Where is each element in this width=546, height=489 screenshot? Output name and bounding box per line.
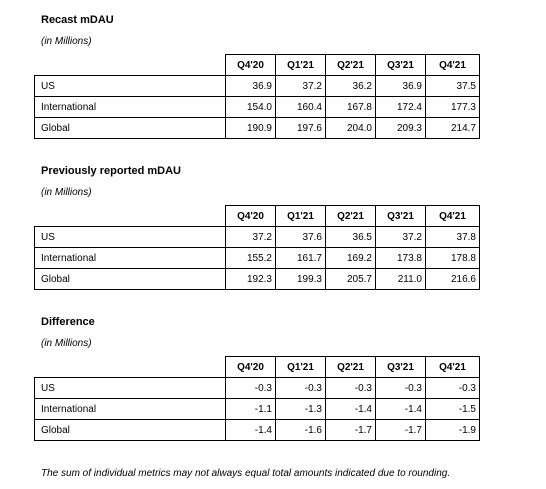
row-label: Global xyxy=(35,269,226,290)
cell-value: 178.8 xyxy=(426,248,480,269)
header-quarter: Q3'21 xyxy=(376,357,426,378)
header-quarter: Q1'21 xyxy=(276,55,326,76)
cell-value: 36.5 xyxy=(326,227,376,248)
table-row xyxy=(35,399,480,420)
cell-value: 190.9 xyxy=(226,118,276,139)
header-quarter: Q3'21 xyxy=(376,55,426,76)
cell-value: 154.0 xyxy=(226,97,276,118)
cell-value: -1.4 xyxy=(376,399,426,420)
section-subtitle-previous: (in Millions) xyxy=(41,187,92,198)
row-label: International xyxy=(35,248,226,269)
row-label: Global xyxy=(35,420,226,441)
cell-value: 197.6 xyxy=(276,118,326,139)
cell-value: -1.4 xyxy=(326,399,376,420)
cell-value: 199.3 xyxy=(276,269,326,290)
section-title-previous: Previously reported mDAU xyxy=(41,165,181,177)
section-title-recast: Recast mDAU xyxy=(41,14,114,26)
cell-value: 37.6 xyxy=(276,227,326,248)
cell-value: 192.3 xyxy=(226,269,276,290)
recast-mdau-table xyxy=(34,54,480,139)
cell-value: 36.9 xyxy=(226,76,276,97)
table-row xyxy=(35,420,480,441)
cell-value: -0.3 xyxy=(426,378,480,399)
header-quarter: Q4'21 xyxy=(426,55,480,76)
header-blank-cell xyxy=(35,55,226,76)
cell-value: 160.4 xyxy=(276,97,326,118)
cell-value: 37.2 xyxy=(376,227,426,248)
header-quarter: Q2'21 xyxy=(326,357,376,378)
cell-value: -1.9 xyxy=(426,420,480,441)
header-blank-cell xyxy=(35,206,226,227)
previous-mdau-table xyxy=(34,205,480,290)
cell-value: 37.2 xyxy=(276,76,326,97)
cell-value: 37.5 xyxy=(426,76,480,97)
section-title-difference: Difference xyxy=(41,316,95,328)
header-quarter: Q2'21 xyxy=(326,206,376,227)
cell-value: 36.2 xyxy=(326,76,376,97)
cell-value: 204.0 xyxy=(326,118,376,139)
cell-value: -1.7 xyxy=(326,420,376,441)
cell-value: -0.3 xyxy=(226,378,276,399)
cell-value: 161.7 xyxy=(276,248,326,269)
row-label: Global xyxy=(35,118,226,139)
header-quarter: Q4'20 xyxy=(226,206,276,227)
cell-value: 209.3 xyxy=(376,118,426,139)
cell-value: -0.3 xyxy=(376,378,426,399)
table-row xyxy=(35,227,480,248)
row-label: US xyxy=(35,76,226,97)
cell-value: 37.2 xyxy=(226,227,276,248)
header-quarter: Q3'21 xyxy=(376,206,426,227)
cell-value: -1.7 xyxy=(376,420,426,441)
row-label: International xyxy=(35,399,226,420)
row-label: US xyxy=(35,378,226,399)
table-header-row xyxy=(35,206,480,227)
header-blank-cell xyxy=(35,357,226,378)
cell-value: 211.0 xyxy=(376,269,426,290)
cell-value: 172.4 xyxy=(376,97,426,118)
header-quarter: Q4'21 xyxy=(426,357,480,378)
section-subtitle-difference: (in Millions) xyxy=(41,338,92,349)
table-header-row xyxy=(35,357,480,378)
cell-value: 167.8 xyxy=(326,97,376,118)
cell-value: 169.2 xyxy=(326,248,376,269)
cell-value: -0.3 xyxy=(326,378,376,399)
cell-value: 177.3 xyxy=(426,97,480,118)
row-label: International xyxy=(35,97,226,118)
row-label: US xyxy=(35,227,226,248)
header-quarter: Q4'20 xyxy=(226,357,276,378)
cell-value: 155.2 xyxy=(226,248,276,269)
table-header-row xyxy=(35,55,480,76)
table-row xyxy=(35,269,480,290)
header-quarter: Q1'21 xyxy=(276,206,326,227)
cell-value: 37.8 xyxy=(426,227,480,248)
cell-value: -1.3 xyxy=(276,399,326,420)
cell-value: -1.6 xyxy=(276,420,326,441)
section-subtitle-recast: (in Millions) xyxy=(41,36,92,47)
cell-value: 214.7 xyxy=(426,118,480,139)
table-row xyxy=(35,378,480,399)
header-quarter: Q2'21 xyxy=(326,55,376,76)
header-quarter: Q4'21 xyxy=(426,206,480,227)
cell-value: 36.9 xyxy=(376,76,426,97)
cell-value: -1.1 xyxy=(226,399,276,420)
rounding-footnote: The sum of individual metrics may not always equal total amounts indicated due to rounding. xyxy=(41,468,451,479)
header-quarter: Q1'21 xyxy=(276,357,326,378)
table-row xyxy=(35,248,480,269)
table-row xyxy=(35,118,480,139)
table-row xyxy=(35,97,480,118)
cell-value: 205.7 xyxy=(326,269,376,290)
cell-value: -1.4 xyxy=(226,420,276,441)
difference-table xyxy=(34,356,480,441)
cell-value: 173.8 xyxy=(376,248,426,269)
table-row xyxy=(35,76,480,97)
cell-value: -0.3 xyxy=(276,378,326,399)
header-quarter: Q4'20 xyxy=(226,55,276,76)
cell-value: 216.6 xyxy=(426,269,480,290)
cell-value: -1.5 xyxy=(426,399,480,420)
